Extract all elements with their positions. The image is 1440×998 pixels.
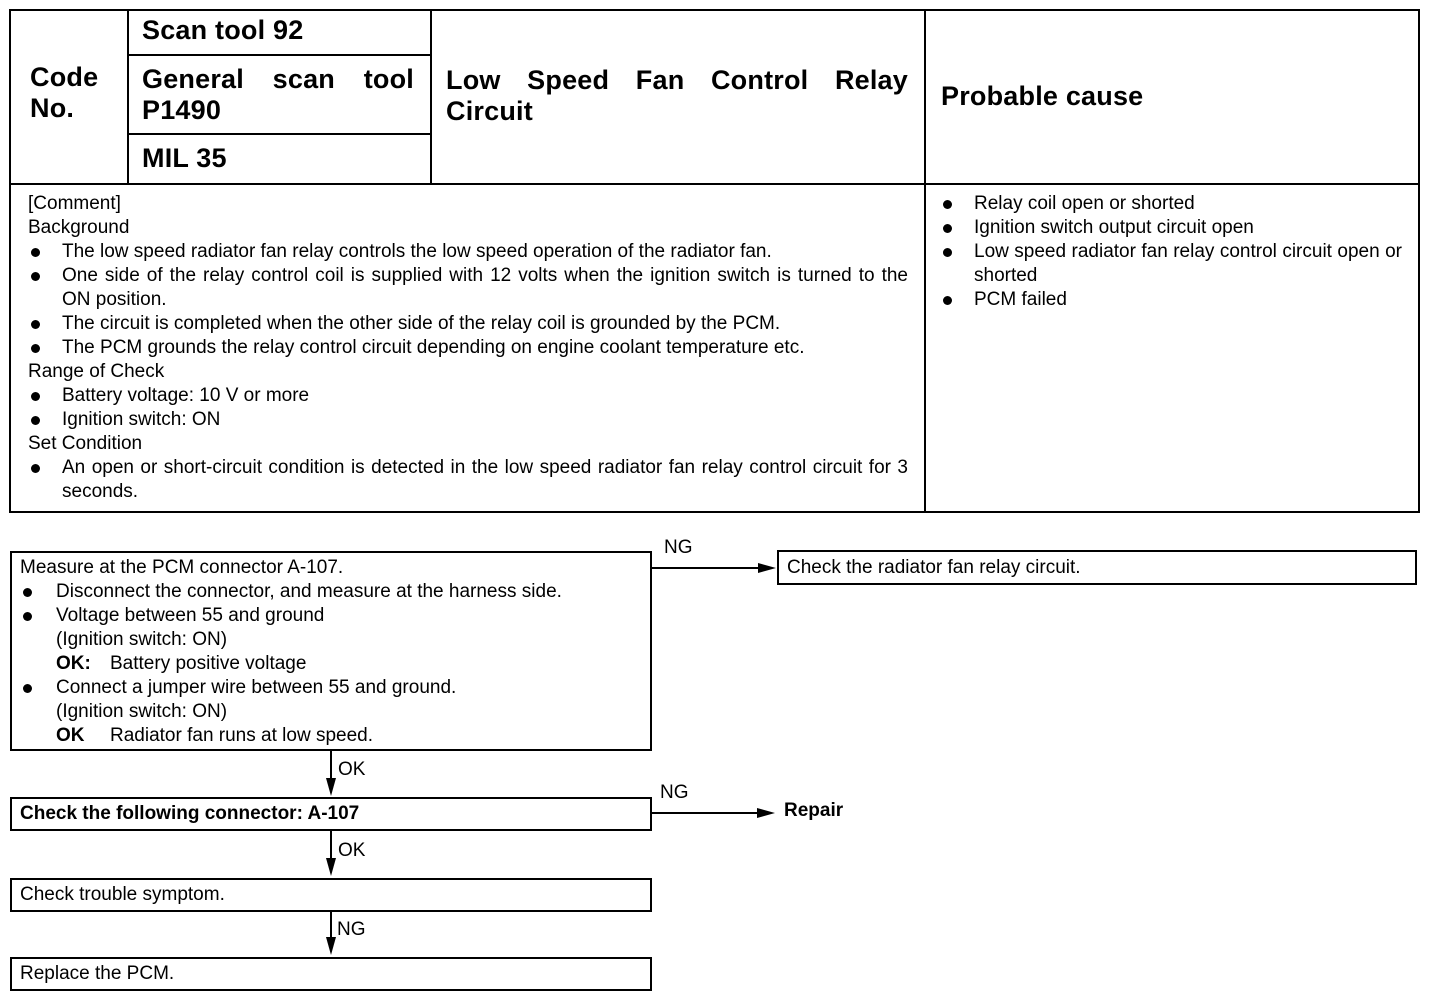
measure-ok-criteria [20, 652, 642, 676]
list-item [940, 192, 1402, 216]
title-line-2: Circuit [446, 96, 533, 126]
list-item [28, 264, 908, 312]
step2-ng-arrow-icon [757, 808, 775, 818]
step3-ng-arrow-icon [326, 937, 336, 955]
mil-code: MIL 35 [142, 143, 227, 173]
background-item-text: The PCM grounds the relay control circuit depending on engine coolant temperature etc. [62, 337, 805, 358]
list-item [28, 312, 908, 336]
step2-ng-line [651, 812, 759, 814]
probable-cause-heading: Probable cause [941, 81, 1144, 111]
bullet-icon [31, 464, 40, 473]
set-condition-label: Set Condition [28, 433, 143, 454]
bullet-icon [23, 684, 32, 693]
step1-ng-label: NG [664, 537, 693, 558]
comment-label: [Comment] [28, 193, 121, 214]
bullet-icon [31, 392, 40, 401]
step2-ok-line [330, 831, 332, 861]
probable-cause-list [940, 192, 1402, 312]
bullet-icon [943, 248, 952, 257]
flow-result-relay-circuit: Check the radiator fan relay circuit. [777, 550, 1417, 585]
check-connector-text: Check the following connector: A-107 [20, 803, 360, 824]
list-item [940, 240, 1402, 288]
ok-value: Battery positive voltage [110, 653, 307, 674]
general-scan-tool-code [142, 64, 414, 126]
probable-cause-text: Low speed radiator fan relay control circuit open or shorted [974, 241, 1402, 286]
ok-value: Radiator fan runs at low speed. [110, 725, 373, 746]
list-item [940, 216, 1402, 240]
list-item [28, 336, 908, 360]
code-number-label [30, 62, 125, 124]
scan-tool-divider-1 [127, 54, 432, 56]
flow-result-repair: Repair [784, 800, 844, 821]
probable-cause-text: Ignition switch output circuit open [974, 217, 1254, 238]
code-label-line-1: Code [30, 62, 99, 92]
list-item [20, 604, 642, 628]
background-item-text: The circuit is completed when the other side of the relay coil is grounded by the PCM. [62, 313, 781, 334]
bullet-icon [943, 224, 952, 233]
bullet-icon [31, 416, 40, 425]
measure-sub-condition: (Ignition switch: ON) [56, 629, 228, 650]
bullet-icon [23, 588, 32, 597]
step3-ng-line [330, 912, 332, 940]
ok-label: OK [56, 725, 85, 746]
range-item-text: Battery voltage: 10 V or more [62, 385, 310, 406]
range-item-text: Ignition switch: ON [62, 409, 221, 430]
code-column-divider [127, 9, 129, 185]
flow-step-measure [10, 551, 652, 751]
comment-section [28, 192, 908, 504]
scan-tool-code: Scan tool 92 [142, 15, 304, 45]
bullet-icon [943, 296, 952, 305]
flow-step-check-connector [10, 797, 652, 831]
measure-ok-criteria [20, 724, 642, 748]
step1-ok-arrow-icon [326, 778, 336, 796]
list-item [28, 456, 908, 504]
step1-ng-arrow-icon [758, 563, 776, 573]
general-scan-tool-line-1: General scan tool [142, 64, 414, 94]
measure-bullet-text: Connect a jumper wire between 55 and ground. [56, 677, 457, 698]
range-of-check-label: Range of Check [28, 361, 165, 382]
measure-title: Measure at the PCM connector A-107. [20, 557, 344, 578]
flow-step-check-symptom: Check trouble symptom. [10, 878, 652, 912]
set-item-text: An open or short-circuit condition is detected in the low speed radiator fan relay control circuit for 3 seconds. [62, 457, 908, 502]
bullet-icon [31, 272, 40, 281]
step2-ng-label: NG [660, 782, 689, 803]
list-item [940, 288, 1402, 312]
measure-bullet-text: Disconnect the connector, and measure at the harness side. [56, 581, 562, 602]
page-title [446, 65, 908, 127]
list-item [28, 240, 908, 264]
list-item [20, 676, 642, 700]
step1-ng-line [651, 567, 759, 569]
probable-cause-column-divider [924, 9, 926, 513]
code-label-line-2: No. [30, 93, 75, 123]
bullet-icon [943, 200, 952, 209]
bullet-icon [31, 248, 40, 257]
step2-ok-arrow-icon [326, 858, 336, 876]
flow-step-replace-pcm: Replace the PCM. [10, 957, 652, 991]
scan-tool-column-divider [430, 9, 432, 185]
measure-sub-condition: (Ignition switch: ON) [56, 701, 228, 722]
list-item [20, 580, 642, 604]
background-item-text: The low speed radiator fan relay controls the low speed operation of the radiator fan. [62, 241, 772, 262]
measure-bullet-text: Voltage between 55 and ground [56, 605, 325, 626]
ok-label: OK: [56, 653, 91, 674]
step3-ng-label: NG [337, 919, 366, 940]
background-label: Background [28, 217, 130, 238]
step2-ok-label: OK [338, 840, 366, 861]
title-line-1: Low Speed Fan Control Relay [446, 65, 908, 95]
probable-cause-text: Relay coil open or shorted [974, 193, 1195, 214]
list-item [28, 408, 908, 432]
general-scan-tool-line-2: P1490 [142, 95, 222, 125]
bullet-icon [31, 344, 40, 353]
background-item-text: One side of the relay control coil is supplied with 12 volts when the ignition switch is turned to the ON position. [62, 265, 908, 310]
probable-cause-text: PCM failed [974, 289, 1067, 310]
table-header-divider [9, 183, 1420, 185]
bullet-icon [31, 320, 40, 329]
list-item [28, 384, 908, 408]
step1-ok-line [330, 751, 332, 781]
scan-tool-divider-2 [127, 133, 432, 135]
bullet-icon [23, 612, 32, 621]
step1-ok-label: OK [338, 759, 366, 780]
